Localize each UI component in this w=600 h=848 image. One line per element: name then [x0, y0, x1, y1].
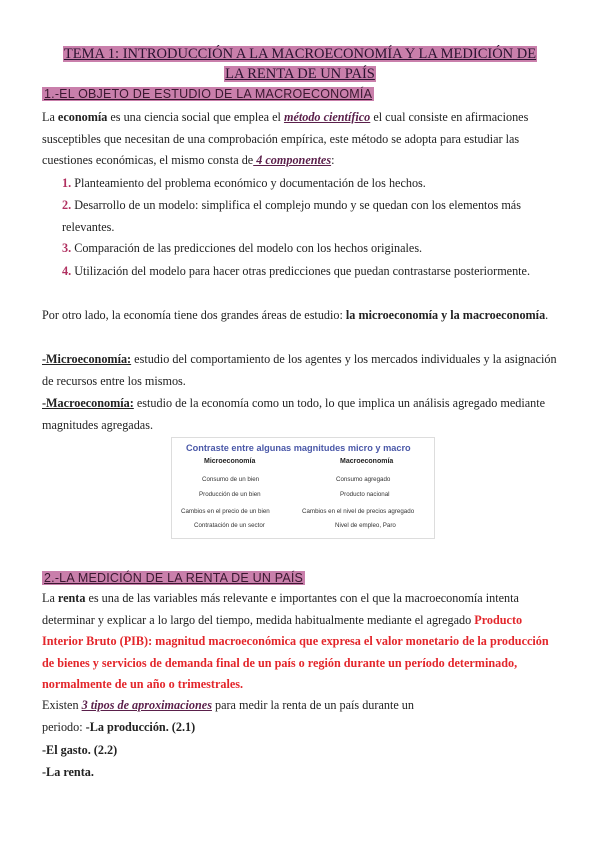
micro-definition: -Microeconomía: estudio del comportamiento de los agentes y los mercados individuales y la asignación de recursos entre los mismos. — [42, 352, 557, 388]
renta-paragraph: La renta es una de las variables más relevante e importantes con el que la macroeconomía intenta determinar y explicar a lo largo del tiempo, medida habitualmente mediante el agregado Producto Interior Bruto (PIB): magnitud macroeconómica que expresa el valor monetario de la producción de bienes y servicios de demanda final de un país o región durante un período determinado, normalmente de un año o trimestrales. — [42, 591, 549, 691]
table-cell: Contratación de un sector — [194, 522, 265, 529]
macro-definition: -Macroeconomía: estudio de la economía como un todo, lo que implica un análisis agregado mediante magnitudes agregadas. — [42, 396, 546, 432]
list-item: 3. Comparación de las predicciones del modelo con los hechos originales. — [62, 241, 423, 255]
table-header-micro: Microeconomía — [204, 458, 256, 465]
list-item: 1. Planteamiento del problema económico y documentación de los hechos. — [62, 176, 426, 190]
table-cell: Producción de un bien — [199, 491, 261, 498]
list-item: -La renta. — [42, 765, 94, 779]
intro-paragraph: La economía es una ciencia social que emplea el método científico el cual consiste en afirmaciones susceptibles que necesitan de una comprobación empírica, este método se adopta para estudiar las cuestiones económicas, el mismo consta de 4 componentes: — [42, 110, 529, 167]
areas-paragraph: Por otro lado, la economía tiene dos grandes áreas de estudio: la microeconomía y la macroeconomía. — [42, 308, 549, 322]
table-cell: Cambios en el precio de un bien — [181, 508, 270, 515]
table-title: Contraste entre algunas magnitudes micro y macro — [186, 443, 411, 453]
section-2-heading: 2.-LA MEDICIÓN DE LA RENTA DE UN PAÍS — [44, 571, 304, 585]
list-item: 4. Utilización del modelo para hacer otras predicciones que puedan contrastarse posteriormente. — [62, 264, 531, 278]
title-line-1: TEMA 1: INTRODUCCIÓN A LA MACROECONOMÍA Y LA MEDICIÓN DE — [63, 46, 537, 62]
page-title — [40, 44, 560, 84]
list-item: -El gasto. (2.2) — [42, 743, 118, 757]
table-cell: Nivel de empleo, Paro — [335, 522, 396, 529]
title-line-2: LA RENTA DE UN PAÍS — [225, 66, 375, 82]
approaches-paragraph: Existen 3 tipos de aproximaciones para medir la renta de un país durante un periodo: -La producción. (2.1) — [42, 698, 414, 734]
comparison-table — [171, 437, 435, 539]
table-cell: Consumo agregado — [336, 476, 391, 483]
table-header-macro: Macroeconomía — [340, 458, 394, 465]
table-cell: Cambios en el nivel de precios agregado — [302, 508, 415, 515]
table-cell: Producto nacional — [340, 491, 390, 498]
section-1-heading: 1.-EL OBJETO DE ESTUDIO DE LA MACROECONOMÍA — [44, 87, 373, 101]
list-item: 2. Desarrollo de un modelo: simplifica el complejo mundo y se quedan con los elementos más relevantes. — [62, 198, 521, 234]
table-cell: Consumo de un bien — [202, 476, 260, 483]
